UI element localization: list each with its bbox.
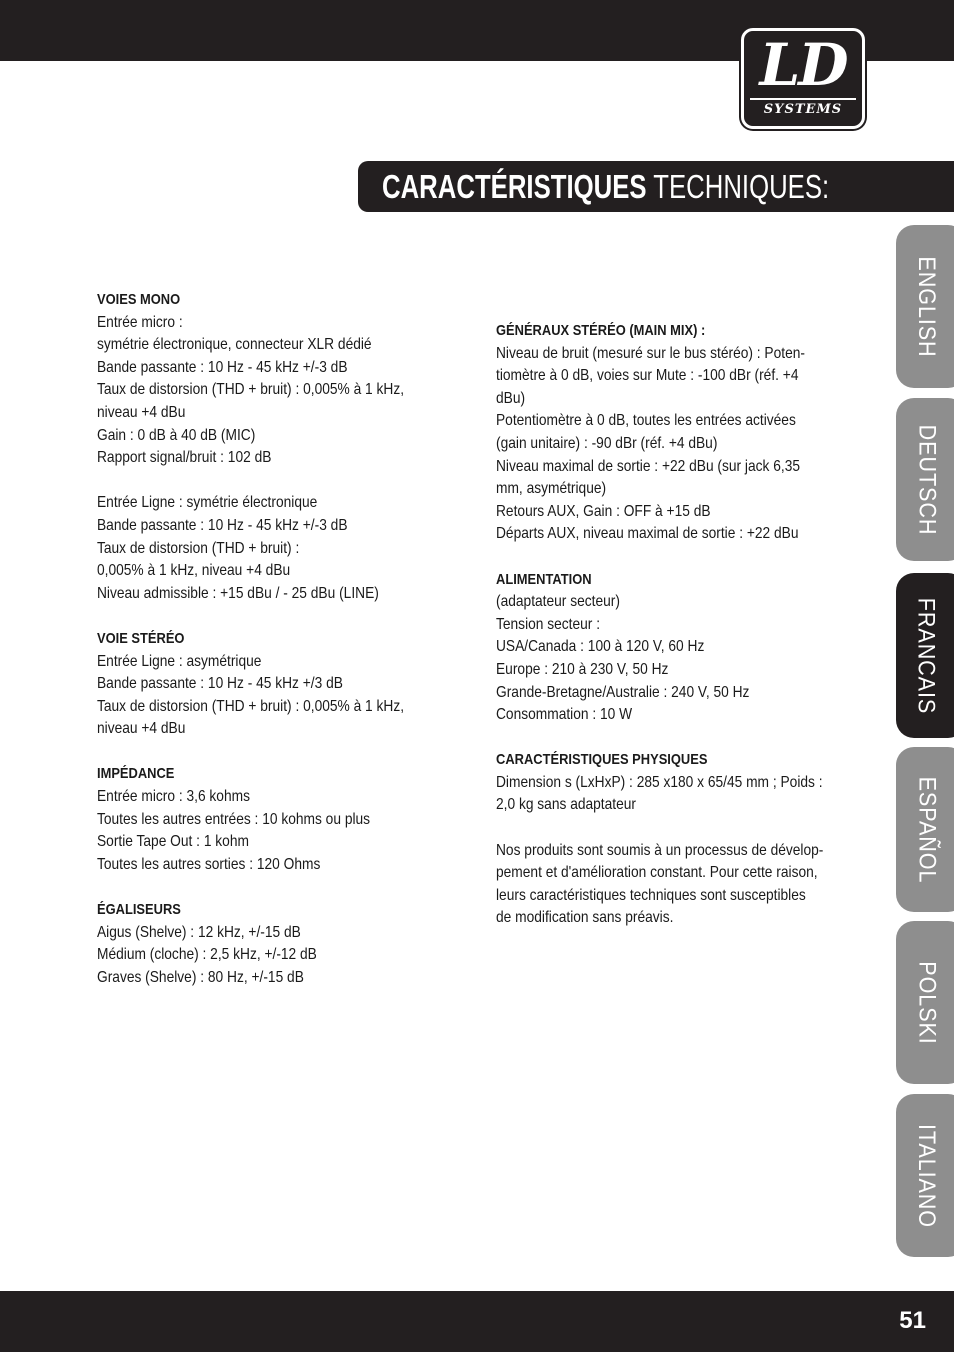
note-line: pement et d'amélioration constant. Pour cette raison, xyxy=(496,864,818,882)
spec-line: Toutes les autres sorties : 120 Ohms xyxy=(97,855,321,873)
spec-line: Entrée micro : 3,6 kohms xyxy=(97,788,250,806)
footer-bar xyxy=(0,1291,954,1352)
spec-line: mm, asymétrique) xyxy=(496,480,607,498)
tab-english[interactable] xyxy=(896,225,954,388)
spec-line: Niveau admissible : +15 dBu / - 25 dBu (LINE) xyxy=(97,584,379,602)
spec-line: Potentiomètre à 0 dB, toutes les entrées activées xyxy=(496,412,796,430)
note-line: Nos produits sont soumis à un processus de dévelop- xyxy=(496,841,824,859)
section-heading-voies-mono: VOIES MONO xyxy=(97,291,181,308)
spec-line: Sortie Tape Out : 1 kohm xyxy=(97,833,249,851)
spec-line: Départs AUX, niveau maximal de sortie : +22 dBu xyxy=(496,525,799,543)
tab-polski[interactable] xyxy=(896,921,954,1084)
tab-label: ESPAÑOL xyxy=(913,776,941,883)
tab-label: ENGLISH xyxy=(913,255,940,358)
spec-line: Niveau maximal de sortie : +22 dBu (sur jack 6,35 xyxy=(496,457,801,475)
note-line: leurs caractéristiques techniques sont susceptibles xyxy=(496,886,806,904)
spec-line: Niveau de bruit (mesuré sur le bus stéréo) : Poten- xyxy=(496,344,805,362)
spec-line: Dimension s (LxHxP) : 285 x180 x 65/45 mm ; Poids : xyxy=(496,773,823,791)
title-light: TECHNIQUES: xyxy=(653,168,830,205)
tab-deutsch[interactable] xyxy=(896,398,954,561)
spec-line: Gain : 0 dB à 40 dB (MIC) xyxy=(97,426,256,444)
spec-column-right xyxy=(496,320,861,930)
spec-line: symétrie électronique, connecteur XLR dédié xyxy=(97,336,372,354)
spec-line: Bande passante : 10 Hz - 45 kHz +/-3 dB xyxy=(97,358,348,376)
logo-ld-text: LD xyxy=(759,31,847,99)
tab-label: POLSKI xyxy=(913,960,940,1045)
spec-line: Consommation : 10 W xyxy=(496,706,633,724)
title-bold: CARACTÉRISTIQUES xyxy=(382,168,647,205)
spec-line: Tension secteur : xyxy=(496,615,601,633)
tab-francais[interactable] xyxy=(896,573,954,738)
spec-line: Entrée micro : xyxy=(97,313,183,331)
spec-line: Médium (cloche) : 2,5 kHz, +/-12 dB xyxy=(97,946,317,964)
spec-line: niveau +4 dBu xyxy=(97,720,186,738)
spec-line: Taux de distorsion (THD + bruit) : 0,005% à 1 kHz, xyxy=(97,381,405,399)
spec-line: 2,0 kg sans adaptateur xyxy=(496,796,636,814)
spec-line: Graves (Shelve) : 80 Hz, +/-15 dB xyxy=(97,968,304,986)
section-heading-alimentation: ALIMENTATION xyxy=(496,570,592,588)
spec-line: Bande passante : 10 Hz - 45 kHz +/3 dB xyxy=(97,675,343,693)
tab-espanol[interactable] xyxy=(896,747,954,912)
tab-label: DEUTSCH xyxy=(913,424,941,535)
page-title-banner xyxy=(358,161,954,212)
spec-line: Rapport signal/bruit : 102 dB xyxy=(97,449,272,467)
spec-line: Toutes les autres entrées : 10 kohms ou plus xyxy=(97,810,371,828)
section-heading-generaux: GÉNÉRAUX STÉRÉO (MAIN MIX) : xyxy=(496,322,706,339)
section-heading-impedance: IMPÉDANCE xyxy=(97,765,175,783)
page-title xyxy=(382,169,829,205)
tab-italiano[interactable] xyxy=(896,1094,954,1257)
ld-systems-logo xyxy=(741,28,865,129)
spec-line: 0,005% à 1 kHz, niveau +4 dBu xyxy=(97,562,291,580)
logo-systems-text: SYSTEMS xyxy=(750,98,856,120)
spec-line: Retours AUX, Gain : OFF à +15 dB xyxy=(496,502,711,520)
spec-line: dBu) xyxy=(496,389,526,407)
spec-line: niveau +4 dBu xyxy=(97,403,186,421)
spec-column-left xyxy=(97,289,447,989)
spec-line: Taux de distorsion (THD + bruit) : xyxy=(97,539,300,557)
spec-line: tiomètre à 0 dB, voies sur Mute : -100 dBr (réf. +4 xyxy=(496,367,799,385)
spec-line: Bande passante : 10 Hz - 45 kHz +/-3 dB xyxy=(97,516,348,534)
spec-line: Europe : 210 à 230 V, 50 Hz xyxy=(496,660,669,678)
page-number: 51 xyxy=(899,1307,926,1334)
spec-line: (adaptateur secteur) xyxy=(496,593,620,611)
tab-label: FRANCAIS xyxy=(913,597,941,714)
spec-line: Entrée Ligne : asymétrique xyxy=(97,652,262,670)
section-heading-voie-stereo: VOIE STÉRÉO xyxy=(97,629,185,647)
section-heading-physiques: CARACTÉRISTIQUES PHYSIQUES xyxy=(496,751,708,769)
spec-line: Aigus (Shelve) : 12 kHz, +/-15 dB xyxy=(97,923,301,941)
spec-line: Entrée Ligne : symétrie électronique xyxy=(97,494,318,512)
note-line: de modification sans préavis. xyxy=(496,909,674,927)
tab-label: ITALIANO xyxy=(913,1123,941,1228)
spec-line: USA/Canada : 100 à 120 V, 60 Hz xyxy=(496,638,705,656)
spec-line: Grande-Bretagne/Australie : 240 V, 50 Hz xyxy=(496,683,750,701)
section-heading-egaliseurs: ÉGALISEURS xyxy=(97,901,181,919)
spec-line: Taux de distorsion (THD + bruit) : 0,005% à 1 kHz, xyxy=(97,697,405,715)
spec-line: (gain unitaire) : -90 dBr (réf. +4 dBu) xyxy=(496,434,718,452)
